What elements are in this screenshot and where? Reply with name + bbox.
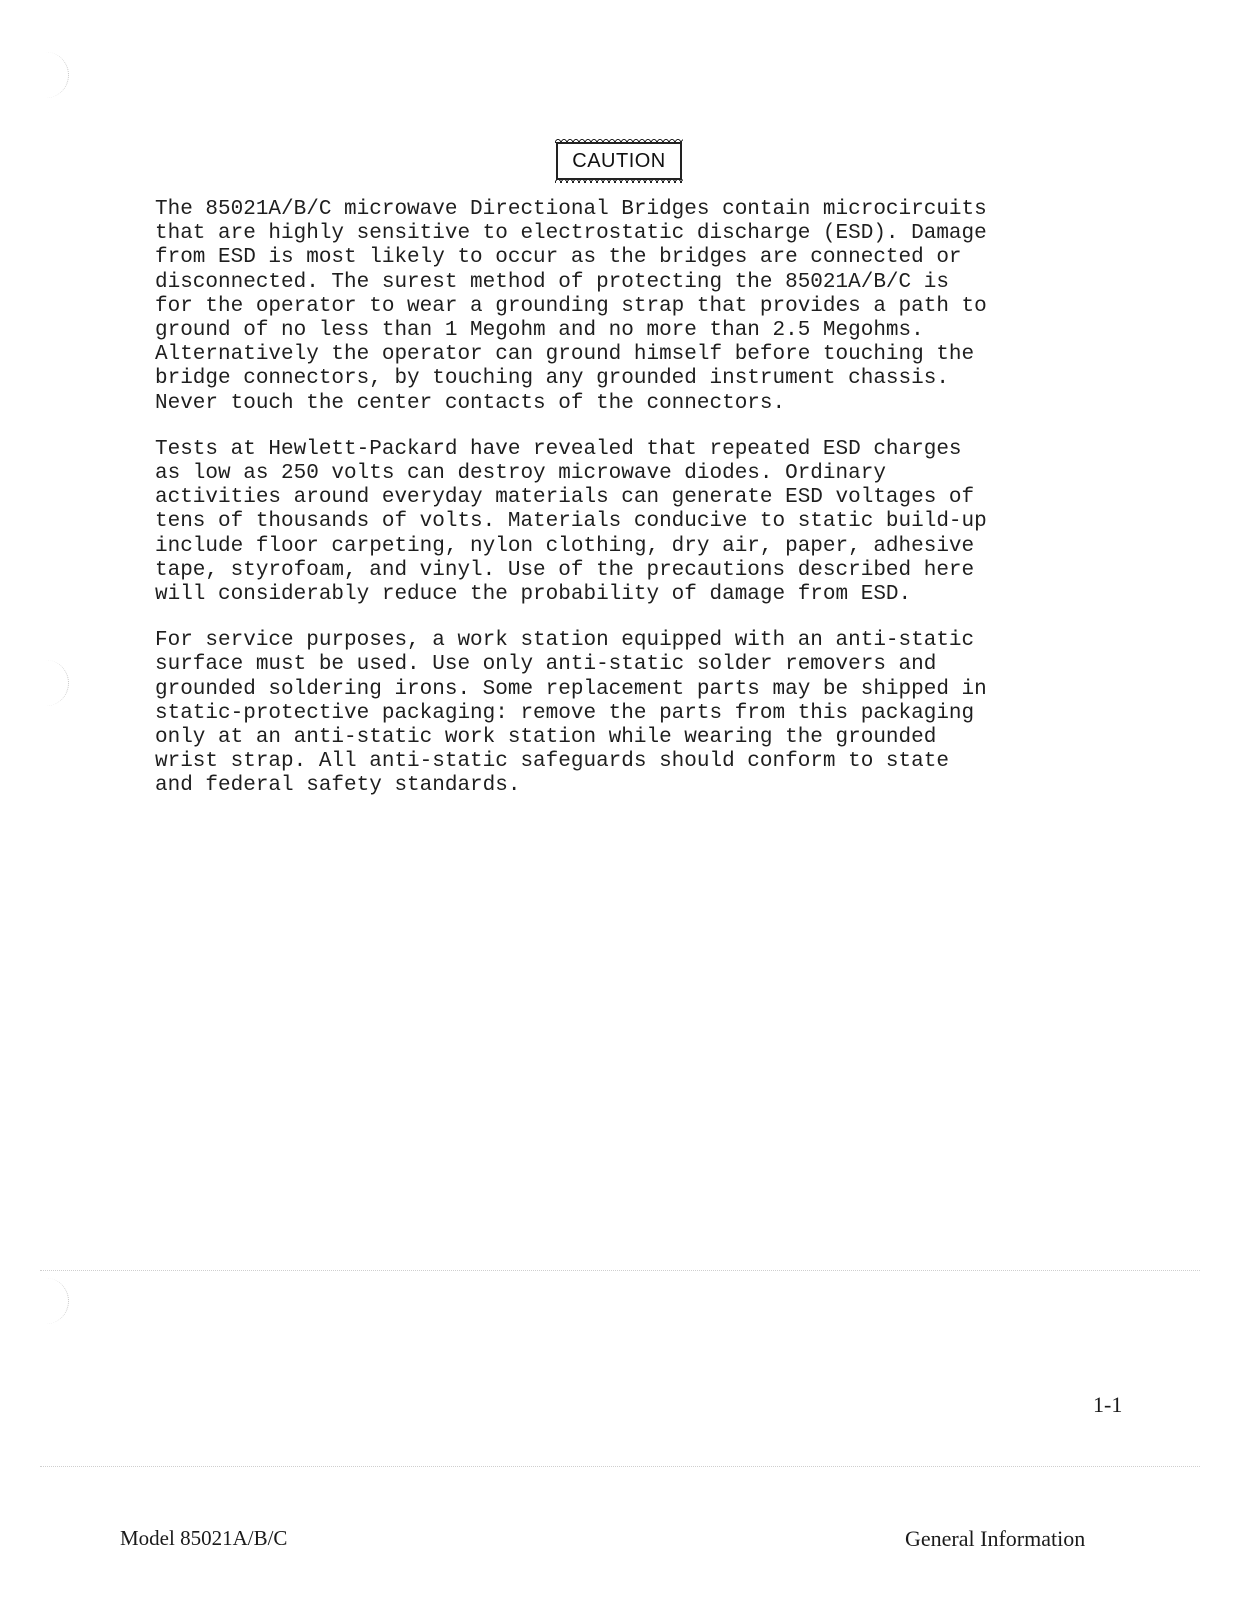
text-line: Alternatively the operator can ground himself before touching the	[155, 343, 975, 367]
text-line: tens of thousands of volts. Materials conducive to static build-up	[155, 510, 987, 534]
text-line: Tests at Hewlett-Packard have revealed that repeated ESD charges	[155, 437, 962, 461]
text-line: grounded soldering irons. Some replacement parts may be shipped in	[155, 677, 987, 701]
paragraph-service-precautions	[155, 629, 1115, 798]
paragraph-esd-tests	[155, 438, 1115, 607]
text-line: Never touch the center contacts of the connectors.	[155, 391, 786, 415]
text-line: activities around everyday materials can generate ESD voltages of	[155, 486, 975, 510]
page-number: 1-1	[1093, 1392, 1123, 1417]
footer-section-title: General Information	[905, 1526, 1086, 1551]
text-line: for the operator to wear a grounding strap that provides a path to	[155, 294, 987, 318]
text-line: static-protective packaging: remove the parts from this packaging	[155, 701, 975, 725]
text-line: only at an anti-static work station while wearing the grounded	[155, 726, 937, 750]
text-line: and federal safety standards.	[155, 774, 521, 798]
text-line: surface must be used. Use only anti-static solder removers and	[155, 653, 937, 677]
text-line: bridge connectors, by touching any grounded instrument chassis.	[155, 367, 949, 391]
text-line: For service purposes, a work station equipped with an anti-static	[155, 629, 975, 653]
caution-body	[155, 198, 1115, 821]
text-line: as low as 250 volts can destroy microwave diodes. Ordinary	[155, 462, 886, 486]
text-line: The 85021A/B/C microwave Directional Bridges contain microcircuits	[155, 198, 987, 221]
text-line: include floor carpeting, nylon clothing, dry air, paper, adhesive	[155, 534, 975, 558]
text-line: disconnected. The surest method of protecting the 85021A/B/C is	[155, 270, 949, 294]
footer-divider	[40, 1466, 1200, 1467]
binder-hole-mark	[38, 1278, 69, 1324]
text-line: will considerably reduce the probability of damage from ESD.	[155, 583, 912, 607]
binder-hole-mark	[38, 52, 69, 98]
text-line: wrist strap. All anti-static safeguards should conform to state	[155, 750, 949, 774]
scan-artifact-rule	[40, 1270, 1200, 1271]
footer-model: Model 85021A/B/C	[120, 1526, 288, 1550]
text-line: tape, styrofoam, and vinyl. Use of the precautions described here	[155, 558, 975, 582]
caution-label: CAUTION	[556, 142, 682, 180]
paragraph-esd-sensitivity	[155, 198, 1115, 416]
binder-hole-mark	[38, 660, 69, 706]
text-line: from ESD is most likely to occur as the bridges are connected or	[155, 246, 962, 270]
text-line: that are highly sensitive to electrostatic discharge (ESD). Damage	[155, 222, 987, 246]
text-line: ground of no less than 1 Megohm and no more than 2.5 Megohms.	[155, 319, 924, 343]
